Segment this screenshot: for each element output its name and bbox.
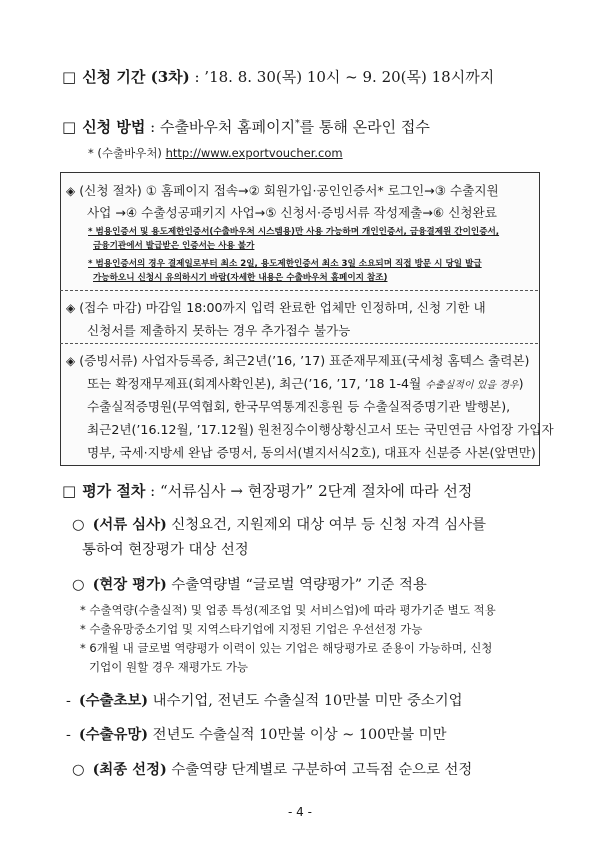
documents-line-5: 명부, 국세·지방세 완납 증명서, 동의서(별지서식2호), 대표자 신분증 사본(앞면만) [87,445,536,460]
document-review-line-1: ○ (서류 심사) 신청요건, 지원제외 대상 여부 등 신청 자격 심사를 [72,516,486,533]
final-selection-line: ○ (최종 선정) 수출역량 단계별로 구분하여 고득점 순으로 선정 [72,761,473,778]
diamond-bullet-icon: ◈ [66,184,76,198]
footnote-prefix: * (수출바우처) [88,146,166,160]
dash-bullet: - [66,693,71,709]
diamond-bullet-icon: ◈ [66,354,76,368]
dashed-divider [60,290,538,291]
voucher-url-link[interactable]: http://www.exportvoucher.com [165,146,343,160]
circle-bullet-icon: ○ [72,577,85,593]
diamond-bullet-icon: ◈ [66,301,76,315]
square-bullet-icon: □ [62,118,77,136]
documents-line-4: 최근2년(’16.12월, ’17.12월) 원천징수이행상황신고서 또는 국민연금 사업장 가입자 [87,422,554,437]
application-method-section [62,116,430,137]
circle-bullet-icon: ○ [72,762,85,778]
footnote-marker: * [295,119,300,129]
section-title: 신청 방법 [82,118,146,136]
section-text: : ’18. 8. 30(목) 10시 ~ 9. 20(목) 18시까지 [189,68,495,86]
section-text: : 수출바우처 홈페이지 [145,118,296,136]
document-review-line-2: 통하여 현장평가 대상 선정 [82,542,249,558]
circle-bullet-icon: ○ [72,517,85,533]
section-title: 평가 절차 [82,482,146,500]
documents-line-2: 또는 확정재무제표(회계사확인본), 최근(’16, ’17, ’18 1-4월 수출실적이 있을 경우) [87,376,524,391]
dash-bullet: - [66,727,71,743]
deadline-line-2: 신청서를 제출하지 못하는 경우 추가접수 불가능 [87,323,351,338]
application-period-section [62,66,494,87]
page-number: - 4 - [288,805,312,819]
cert-note-2a: * 범용인증서의 경우 결제일로부터 최소 2일, 용도제한인증서 최소 3일 소요되며 직접 방문 시 당일 발급 [88,259,482,269]
cert-note-1a: * 범용인증서 및 용도제한인증서(수출바우처 시스템용)만 사용 가능하며 개인인증서, 금융결제원 간이인증서, [88,227,500,237]
evaluation-section [62,480,472,501]
evaluation-note-3a: * 6개월 내 글로벌 역량평가 이력이 있는 기업은 해당평가로 준용이 가능하며, 신청 [80,641,493,655]
cert-note-1b: 금융기관에서 발급받은 인증서는 사용 불가 [93,241,255,251]
beginner-exporter-line: - (수출초보) 내수기업, 전년도 수출실적 10만불 미만 중소기업 [66,692,463,709]
cert-note-2b: 가능하오니 신청시 유의하시기 바람(자세한 내용은 수출바우처 홈페이지 참조) [93,273,388,283]
procedure-line-1: ◈ (신청 절차) ① 홈페이지 접속→② 회원가입·공인인증서* 로그인→③ 수출지원 [66,183,499,198]
documents-line-1: ◈ (증빙서류) 사업자등록증, 최근2년(’16, ’17) 표준재무제표(국세청 홈텍스 출력본) [66,353,530,368]
square-bullet-icon: □ [62,68,77,86]
documents-line-3: 수출실적증명원(무역협회, 한국무역통계진흥원 등 수출실적증명기관 발행본), [87,399,511,414]
evaluation-note-3b: 기업이 원할 경우 재평가도 가능 [89,660,249,674]
deadline-line-1: ◈ (접수 마감) 마감일 18:00까지 입력 완료한 업체만 인정하며, 신청 기한 내 [66,300,486,315]
dashed-divider [60,343,538,344]
promising-exporter-line: - (수출유망) 전년도 수출실적 10만불 이상 ~ 100만불 미만 [66,726,447,743]
evaluation-note-1: * 수출역량(수출실적) 및 업종 특성(제조업 및 서비스업)에 따라 평가기준 별도 적용 [80,603,496,617]
section-text: : “서류심사 → 현장평가” 2단계 절차에 따라 선정 [145,482,473,500]
evaluation-note-2: * 수출유망중소기업 및 지역스타기업에 지정된 기업은 우선선정 가능 [80,622,423,636]
export-condition-note: 수출실적이 있을 경우 [425,380,519,391]
square-bullet-icon: □ [62,482,77,500]
section-text-2: 를 통해 온라인 접수 [299,118,430,136]
procedure-line-2: 사업 →④ 수출성공패키지 사업→⑤ 신청서·증빙서류 작성제출→⑥ 신청완료 [87,205,497,220]
section-title: 신청 기간 (3차) [82,68,190,86]
voucher-footnote [88,145,343,161]
field-evaluation-line: ○ (현장 평가) 수출역량별 “글로벌 역량평가” 기준 적용 [72,576,427,593]
